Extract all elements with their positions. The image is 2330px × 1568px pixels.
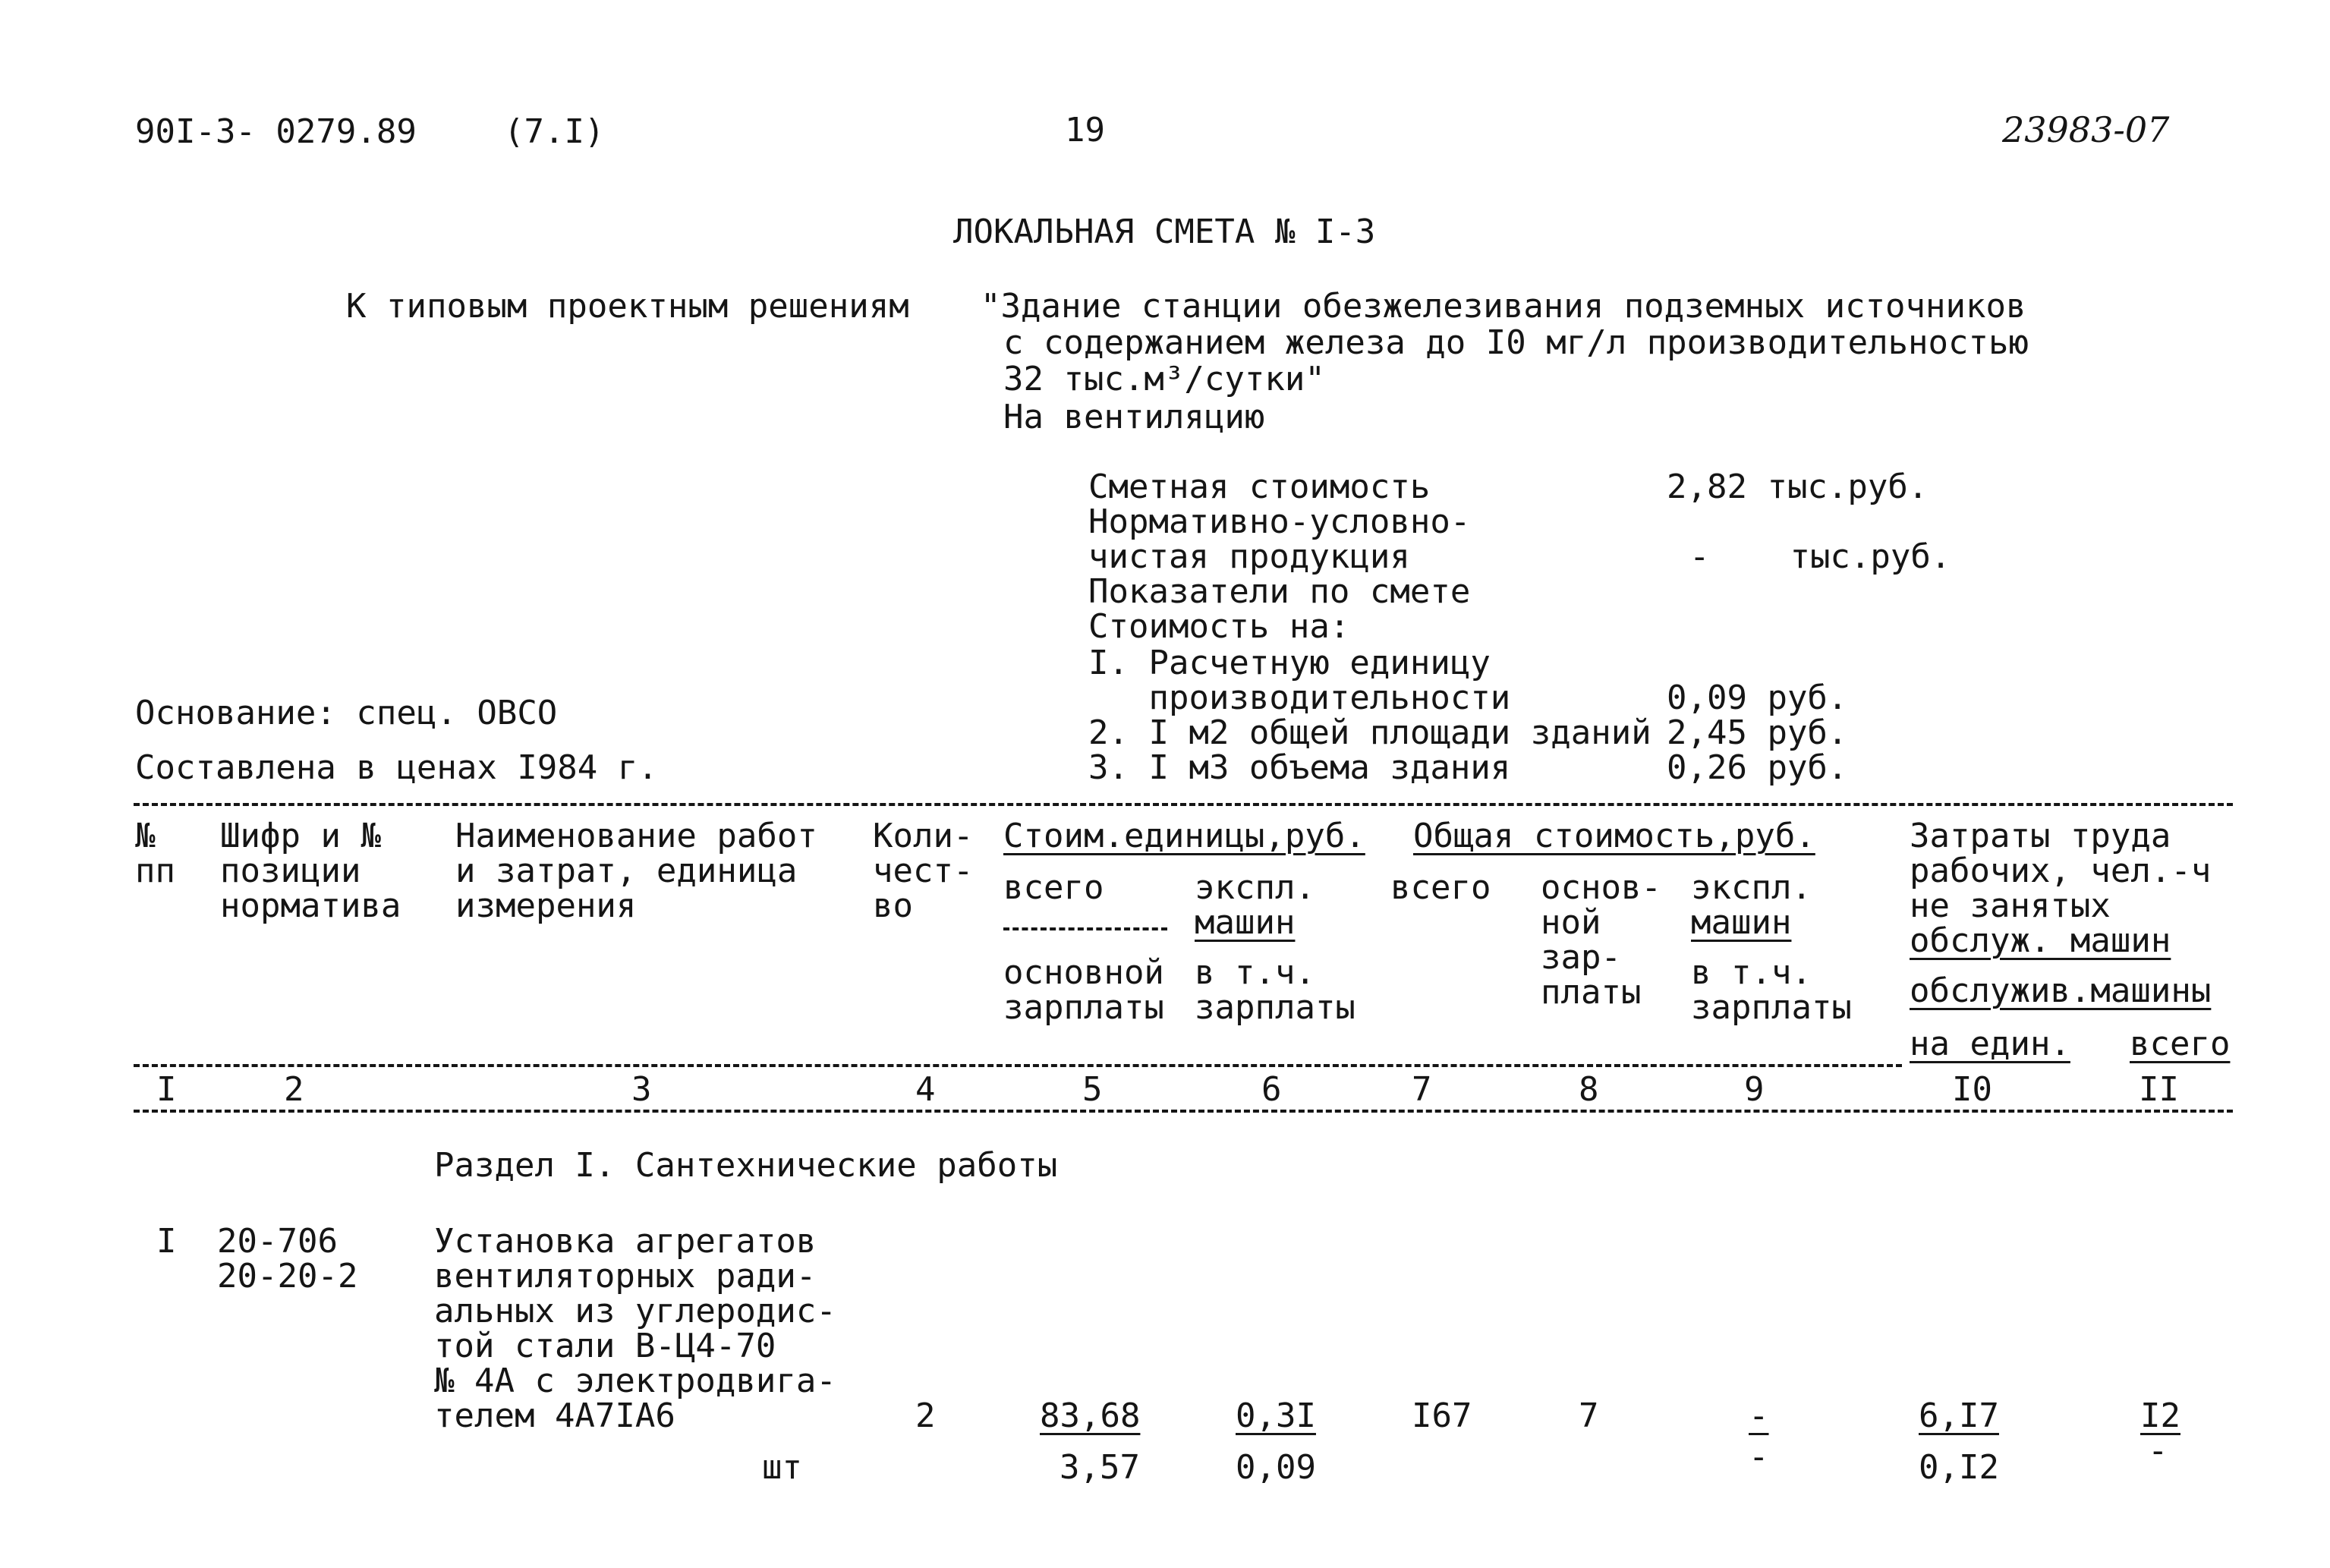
col5-header-bottom-1: основной — [1003, 953, 1164, 992]
page-number: 19 — [1065, 111, 1105, 150]
col-code-header-3: норматива — [220, 886, 401, 925]
column-number: I0 — [1952, 1070, 1992, 1109]
column-number: 4 — [915, 1070, 936, 1109]
row-name-line-3: альных из углеродис- — [434, 1292, 836, 1330]
labor-header-1: Затраты труда — [1910, 817, 2171, 855]
labor-total-header: всего — [2130, 1025, 2231, 1063]
column-number: 6 — [1261, 1070, 1282, 1109]
net-products-label-1: Нормативно-условно- — [1088, 502, 1471, 541]
row-unit: шт — [762, 1448, 802, 1487]
row-code-1: 20-706 — [217, 1222, 338, 1261]
labor-header-3: не занятых — [1910, 886, 2111, 925]
col8-header-3: зар- — [1541, 938, 1621, 977]
col-code-header-2: позиции — [220, 852, 361, 890]
col9-header-top-2: машин — [1691, 903, 1792, 942]
col-qty-header-1: Коли- — [873, 817, 974, 855]
row-labor-total-serv: - — [2148, 1431, 2168, 1470]
indicator-2-value: 2,45 руб. — [1667, 713, 1848, 752]
col-number-header-1: № — [135, 817, 156, 855]
total-cost-group-header: Общая стоимость,руб. — [1413, 817, 1815, 855]
col6-header-top-1: экспл. — [1195, 868, 1315, 907]
header-bottom-rule — [134, 1064, 1902, 1067]
row-name-line-6: телем 4А7IА6 — [434, 1396, 675, 1435]
column-number: 8 — [1579, 1070, 1599, 1109]
archive-number: 23983-07 — [2002, 109, 2170, 150]
col-name-header-2: и затрат, единица — [455, 852, 798, 890]
labor-serv2-header: обслужив.машины — [1910, 971, 2212, 1010]
col8-header-4: платы — [1541, 973, 1642, 1012]
row-number: I — [156, 1222, 177, 1261]
row-quantity: 2 — [915, 1396, 936, 1435]
column-number: I — [156, 1070, 177, 1109]
subject-line-1: "Здание станции обезжелезивания подземных источников — [981, 287, 2026, 326]
col-code-header-1: Шифр и № — [220, 817, 381, 855]
col5-divider — [1003, 927, 1167, 930]
row-name-line-5: № 4А с электродвига- — [434, 1362, 836, 1400]
column-number: 7 — [1412, 1070, 1432, 1109]
unit-cost-group-header: Стоим.единицы,руб. — [1003, 817, 1365, 855]
column-numbers-rule — [134, 1110, 2233, 1113]
col-name-header-3: измерения — [455, 886, 637, 925]
col-qty-header-3: во — [873, 886, 913, 925]
indicators-label: Показатели по смете — [1088, 572, 1471, 611]
prices-line: Составлена в ценах I984 г. — [135, 748, 658, 787]
indicator-1-label-a: I. Расчетную единицу — [1088, 644, 1491, 682]
col6-header-bottom-1: в т.ч. — [1195, 953, 1315, 992]
col7-header: всего — [1390, 868, 1491, 907]
col-number-header-2: пп — [135, 852, 175, 890]
row-code-2: 20-20-2 — [217, 1257, 358, 1296]
labor-header-2: рабочих, чел.-ч — [1910, 852, 2212, 890]
col-name-header-1: Наименование работ — [455, 817, 817, 855]
col8-header-2: ной — [1541, 903, 1601, 942]
row-unit-total: 83,68 — [1040, 1396, 1141, 1435]
net-products-value: - тыс.руб. — [1689, 537, 1951, 576]
estimated-cost-label: Сметная стоимость — [1088, 468, 1431, 506]
row-total: I67 — [1412, 1396, 1472, 1435]
estimated-cost-value: 2,82 тыс.руб. — [1667, 468, 1929, 506]
table-top-rule — [134, 803, 2233, 806]
col6-header-bottom-2: зарплаты — [1195, 988, 1355, 1027]
row-total-machines: - — [1749, 1396, 1769, 1435]
subject-line-4: На вентиляцию — [1003, 398, 1265, 436]
row-unit-salary: 3,57 — [1060, 1448, 1140, 1487]
row-unit-machines: 0,3I — [1236, 1396, 1316, 1435]
col5-header-bottom-2: зарплаты — [1003, 988, 1164, 1027]
col5-header-top: всего — [1003, 868, 1104, 907]
indicator-3-label: 3. I м3 объема здания — [1088, 748, 1511, 787]
document-title: ЛОКАЛЬНАЯ СМЕТА № I-3 — [953, 213, 1376, 251]
subject-line-3: 32 тыс.м³/сутки" — [1003, 360, 1325, 398]
col8-header-1: основ- — [1541, 868, 1661, 907]
labor-serv-header: обслуж. машин — [1910, 921, 2171, 960]
row-labor-unit: 6,I7 — [1919, 1396, 1999, 1435]
col-qty-header-2: чест- — [873, 852, 974, 890]
row-name-line-4: той стали В-Ц4-70 — [434, 1327, 776, 1365]
indicator-1-value: 0,09 руб. — [1667, 679, 1848, 717]
column-number: 5 — [1082, 1070, 1103, 1109]
basis-line: Основание: спец. ОВСО — [135, 694, 558, 732]
indicator-2-label: 2. I м2 общей площади зданий — [1088, 713, 1651, 752]
cost-on-label: Стоимость на: — [1088, 607, 1350, 646]
document-code: 90I-3- 0279.89 — [135, 112, 417, 151]
column-number: 2 — [284, 1070, 304, 1109]
row-total-salary: 7 — [1579, 1396, 1599, 1435]
row-total-machines-salary: - — [1749, 1437, 1769, 1476]
col6-header-top-2: машин — [1195, 903, 1296, 942]
col9-header-top-1: экспл. — [1691, 868, 1812, 907]
album-number: (7.I) — [504, 112, 605, 151]
row-labor-total: I2 — [2140, 1396, 2180, 1435]
col9-header-bottom-2: зарплаты — [1691, 988, 1852, 1027]
row-labor-unit-serv: 0,I2 — [1919, 1448, 1999, 1487]
labor-unit-header: на един. — [1910, 1025, 2070, 1063]
column-number: 9 — [1744, 1070, 1765, 1109]
row-name-line-2: вентиляторных ради- — [434, 1257, 817, 1296]
subject-prefix: К типовым проектным решениям — [346, 287, 909, 326]
net-products-label-2: чистая продукция — [1088, 537, 1410, 576]
indicator-3-value: 0,26 руб. — [1667, 748, 1848, 787]
section-title: Раздел I. Сантехнические работы — [434, 1146, 1058, 1185]
subject-line-2: с содержанием железа до I0 мг/л производительностью — [1003, 323, 2029, 362]
column-number: 3 — [631, 1070, 652, 1109]
indicator-1-label-b: производительности — [1088, 679, 1511, 717]
row-name-line-1: Установка агрегатов — [434, 1222, 817, 1261]
row-unit-machines-salary: 0,09 — [1236, 1448, 1316, 1487]
col9-header-bottom-1: в т.ч. — [1691, 953, 1812, 992]
column-number: II — [2139, 1070, 2179, 1109]
